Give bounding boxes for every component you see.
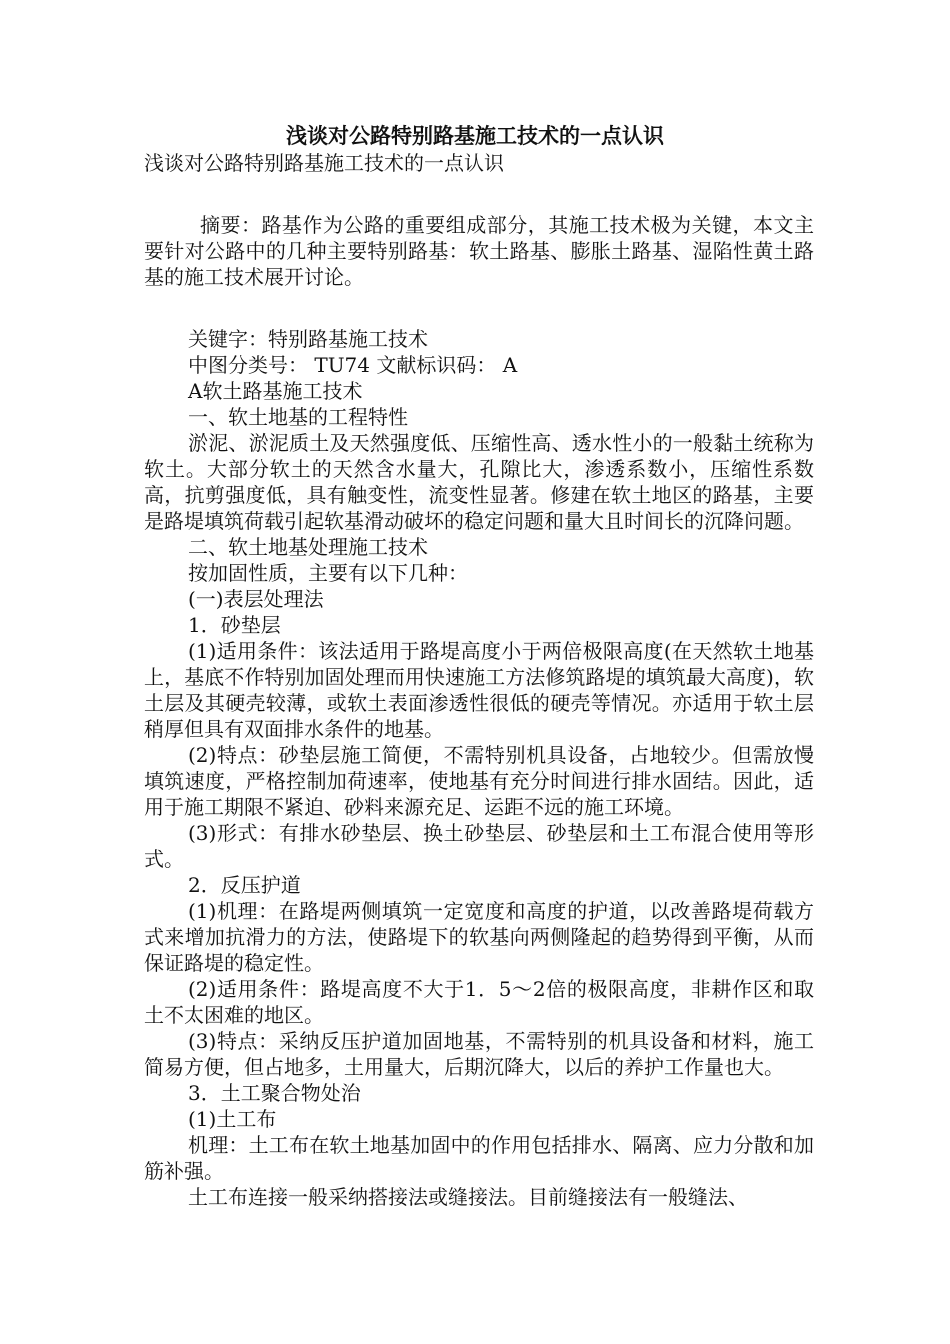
classification-line: 中图分类号： TU74 文献标识码： A [188,353,518,377]
list-heading: 3．土工聚合物处治 [188,1081,361,1105]
body-paragraph: (1)机理：在路堤两侧填筑一定宽度和高度的护道，以改善路堤荷载方式来增加抗滑力的方法，使路堤下的软基向两侧隆起的趋势得到平衡，从而保证路堤的稳定性。 [144,899,814,975]
document-body [144,150,814,1210]
section-heading: A软土路基施工技术 [188,379,363,403]
document-subtitle: 浅谈对公路特别路基施工技术的一点认识 [144,151,504,175]
spacer [144,176,814,212]
list-heading: 2．反压护道 [188,873,301,897]
spacer [144,290,814,326]
body-paragraph: (3)形式：有排水砂垫层、换土砂垫层、砂垫层和土工布混合使用等形式。 [144,821,814,871]
body-paragraph: (2)特点：砂垫层施工简便，不需特别机具设备，占地较少。但需放慢填筑速度，严格控制加荷速率，使地基有充分时间进行排水固结。因此，适用于施工期限不紧迫、砂料来源充足、运距不远的施工环境。 [144,743,814,819]
body-paragraph: (2)适用条件：路堤高度不大于1．5～2倍的极限高度，非耕作区和取土不太困难的地区。 [144,977,814,1027]
document-title: 浅谈对公路特别路基施工技术的一点认识 [286,124,664,148]
list-heading: 1．砂垫层 [188,613,281,637]
body-paragraph: 土工布连接一般采纳搭接法或缝接法。目前缝接法有一般缝法、 [188,1185,748,1209]
list-heading: (一)表层处理法 [188,587,324,611]
body-paragraph: (3)特点：采纳反压护道加固地基，不需特别的机具设备和材料，施工简易方便，但占地多，土用量大，后期沉降大，以后的养护工作量也大。 [144,1029,814,1079]
body-paragraph: 淤泥、淤泥质土及天然强度低、压缩性高、透水性小的一般黏土统称为软土。大部分软土的天然含水量大，孔隙比大，渗透系数小，压缩性系数高，抗剪强度低，具有触变性，流变性显著。修建在软土地区的路基，主要是路堤填筑荷载引起软基滑动破坏的稳定问题和量大且时间长的沉降问题。 [144,431,814,533]
abstract-paragraph: 摘要：路基作为公路的重要组成部分，其施工技术极为关键，本文主要针对公路中的几种主要特别路基：软土路基、膨胀土路基、湿陷性黄土路基的施工技术展开讨论。 [144,213,814,289]
body-paragraph: 按加固性质，主要有以下几种： [188,561,468,585]
subsection-heading: 一、软土地基的工程特性 [188,405,408,429]
keywords-line: 关键字：特别路基施工技术 [188,327,428,351]
body-paragraph: 机理：土工布在软土地基加固中的作用包括排水、隔离、应力分散和加筋补强。 [144,1133,814,1183]
body-paragraph: (1)适用条件：该法适用于路堤高度小于两倍极限高度(在天然软土地基上，基底不作特别加固处理而用快速施工方法修筑路堤的填筑最大高度)，软土层及其硬壳较薄，或软土表面渗透性很低的硬壳等情况。亦适用于软土层稍厚但具有双面排水条件的地基。 [144,639,814,741]
list-heading: (1)土工布 [188,1107,277,1131]
subsection-heading: 二、软土地基处理施工技术 [188,535,428,559]
